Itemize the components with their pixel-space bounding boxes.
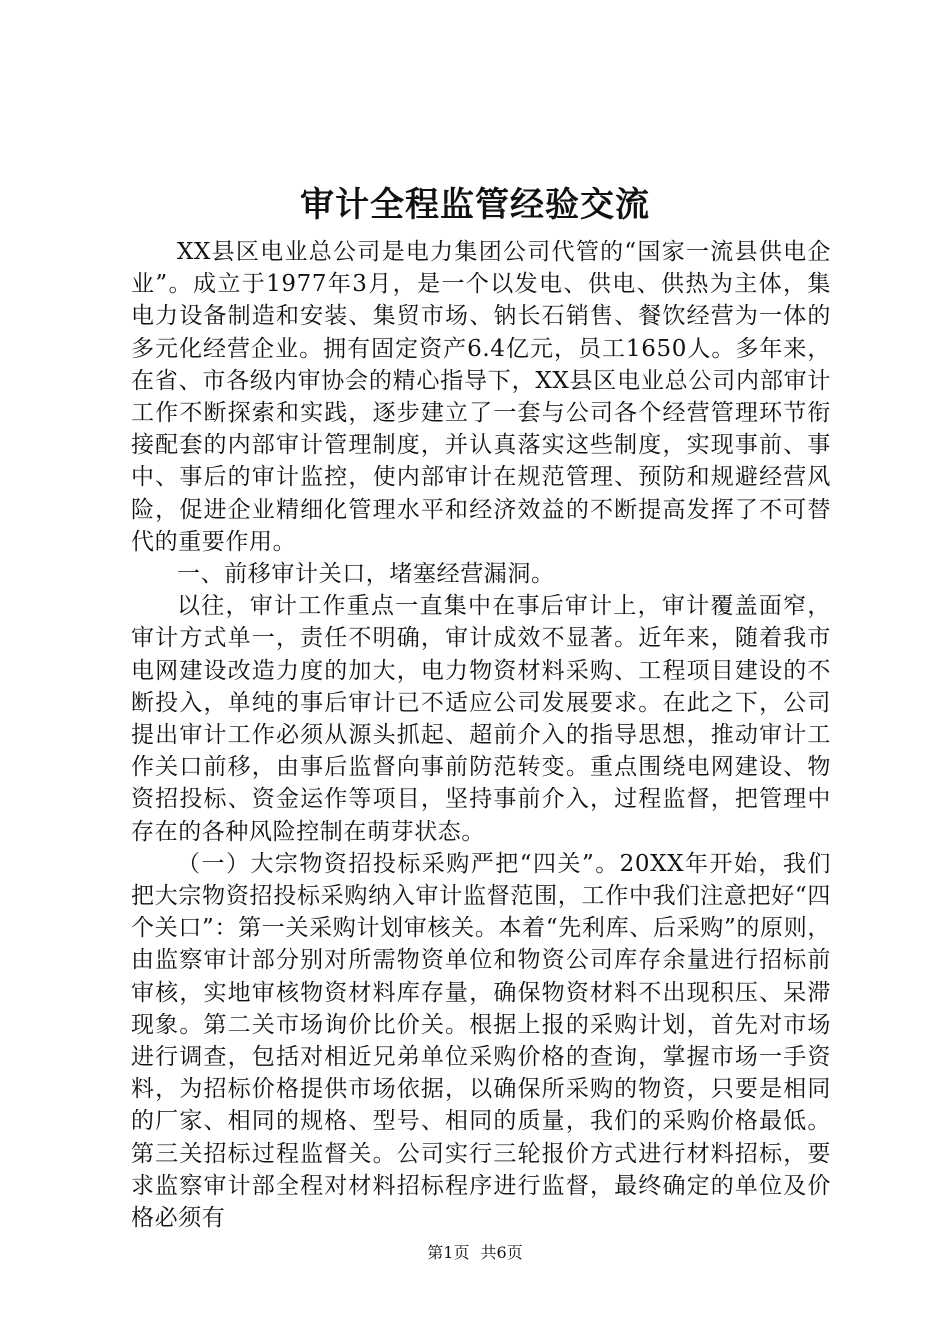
document-title: 审计全程监管经验交流: [300, 185, 650, 225]
paragraph-procurement: （一）大宗物资招投标采购严把“四关”。20XX年开始，我们把大宗物资招投标采购纳入审计监督范围，工作中我们注意把好“四个关口”：第一关采购计划审核关。本着“先利库、后采购”的原则，由监察审计部分别对所需物资单位和物资公司库存余量进行招标前审核，实地审核物资材料库存量，确保物资材料不出现积压、呆滞现象。第二关市场询价比价关。根据上报的采购计划，首先对市场进行调查，包括对相近兄弟单位采购价格的查询，掌握市场一手资料，为招标价格提供市场依据，以确保所采购的物资，只要是相同的厂家、相同的规格、型号、相同的质量，我们的采购价格最低。第三关招标过程监督关。公司实行三轮报价方式进行材料招标，要求监察审计部全程对材料招标程序进行监督，最终确定的单位及价格必须有: [131, 850, 831, 1232]
page-total: 共6页: [480, 1243, 523, 1262]
paragraph-background: 以往，审计工作重点一直集中在事后审计上，审计覆盖面窄，审计方式单一，责任不明确，审计成效不显著。近年来，随着我市电网建设改造力度的加大，电力物资材料采购、工程项目建设的不断投入，单纯的事后审计已不适应公司发展要求。在此之下，公司提出审计工作必须从源头抓起、超前介入的指导思想，推动审计工作关口前移，由事后监督向事前防范转变。重点围绕电网建设、物资招投标、资金运作等项目，坚持事前介入，过程监督，把管理中存在的各种风险控制在萌芽状态。: [131, 593, 831, 845]
page-number: 第1页: [427, 1243, 470, 1262]
document-body: [131, 236, 831, 1234]
page-footer: [0, 1242, 950, 1264]
section-heading-1: 一、前移审计关口，堵塞经营漏洞。: [177, 561, 555, 588]
paragraph-intro: XX县区电业总公司是电力集团公司代管的“国家一流县供电企业”。成立于1977年3月，是一个以发电、供电、供热为主体，集电力设备制造和安装、集贸市场、钠长石销售、餐饮经营为一体的多元化经营企业。拥有固定资产6.4亿元，员工1650人。多年来，在省、市各级内审协会的精心指导下，XX县区电业总公司内部审计工作不断探索和实践，逐步建立了一套与公司各个经营管理环节衔接配套的内部审计管理制度，并认真落实这些制度，实现事前、事中、事后的审计监控，使内部审计在规范管理、预防和规避经营风险，促进企业精细化管理水平和经济效益的不断提高发挥了不可替代的重要作用。: [131, 239, 831, 555]
